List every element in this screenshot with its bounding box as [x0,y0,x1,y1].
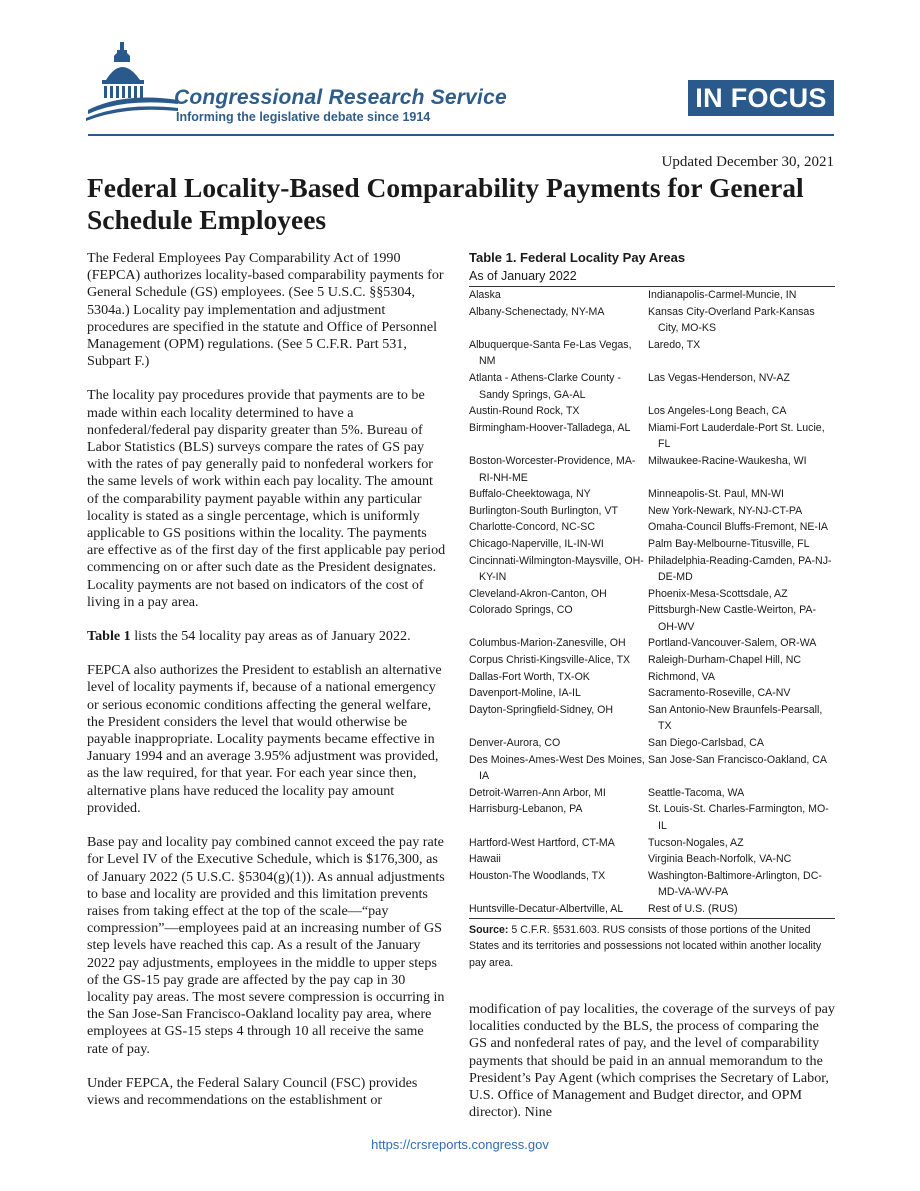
locality-cell-left [469,486,648,503]
locality-name: San Jose-San Francisco-Oakland, CA [648,753,827,766]
locality-name: Virginia Beach-Norfolk, VA-NC [648,853,792,866]
locality-name: Pittsburgh-New Castle-Weirton, PA-OH-WV [648,604,816,633]
table-row [469,685,835,702]
table-row [469,453,835,486]
table-subtitle: As of January 2022 [469,269,577,283]
table-row [469,403,835,420]
locality-cell-right [648,370,835,403]
locality-cell-right [648,403,835,420]
locality-name: Rest of U.S. (RUS) [648,902,738,915]
locality-cell-right [648,586,835,603]
locality-name: Palm Bay-Melbourne-Titusville, FL [648,537,810,550]
locality-cell-right [648,868,835,901]
table-row [469,304,835,337]
locality-name: San Diego-Carlsbad, CA [648,737,764,750]
paragraph-table-ref [87,628,447,645]
table-row [469,503,835,520]
locality-cell-right [648,851,835,868]
org-name: Congressional Research Service [174,86,507,109]
locality-name: San Antonio-New Braunfels-Pearsall, TX [648,703,823,733]
locality-name: Dayton-Springfield-Sidney, OH [469,703,614,716]
table-row [469,752,835,785]
left-column [87,250,447,1126]
source-text: 5 C.F.R. §531.603. RUS consists of those portions of the United States and its territories and possessions not located within another locality pay area. [469,923,822,969]
org-tagline: Informing the legislative debate since 1914 [176,110,431,124]
page-title: Federal Locality-Based Comparability Payments for General Schedule Employees [87,172,804,235]
locality-cell-right [648,453,835,486]
locality-name: Philadelphia-Reading-Camden, PA-NJ-DE-MD [648,554,832,584]
locality-name: Dallas-Fort Worth, TX-OK [469,670,590,683]
locality-cell-left [469,403,648,420]
locality-name: Colorado Springs, CO [469,604,573,617]
locality-name: Corpus Christi-Kingsville-Alice, TX [469,654,631,667]
table-row [469,785,835,802]
locality-cell-right [648,785,835,802]
paragraph-fsc-continued: modification of pay localities, the coverage of the surveys of pay localities conducted by the BLS, the process of comparing the GS and nonfederal rates of pay, and the level of comparability payments that should be paid in an annual memorandum to the President’s Pay Agent (which comprises the Secretary of Labor, U.S. Office of Management and Budget director, and OPM director). Nine [469,1001,835,1121]
locality-name: Davenport-Moline, IA-IL [469,687,581,700]
locality-cell-left [469,337,648,370]
locality-cell-right [648,503,835,520]
table-row [469,602,835,635]
table-row [469,370,835,403]
paragraph-alternative-plans: FEPCA also authorizes the President to establish an alternative level of locality payments if, because of a national emergency or serious economic conditions affecting the general welfare, the President considers the level that would otherwise be payable inappropriate. Locality payments became effective in January 1994 and an average 3.95% adjustment was provided, as the law required, for that year. For each year since then, alternative plans have reduced the locality pay amount provided. [87,662,442,816]
locality-name: Las Vegas-Henderson, NV-AZ [648,371,790,384]
paragraph-pay-compression: Base pay and locality pay combined cannot exceed the pay rate for Level IV of the Executive Schedule, which is $176,300, as of January 2022 (5 U.S.C. §5304(g)(1)). As annual adjustments to base and locality are provided and this limitation prevents raises from taking effect at the top of the scale—“pay compression”—employees paid at an increasing number of GS step levels have reached this cap. As a result of the January 2022 pay adjustments, employees in the middle to upper steps of the GS-15 pay grade are affected by the pay cap in 30 locality pay areas. The most severe compression is occurring in the San Jose-San Francisco-Oakland locality pay area, where employees at GS-15 steps 4 through 10 all receive the same rate of pay. [87,834,445,1057]
table-source [469,922,835,972]
locality-name: Los Angeles-Long Beach, CA [648,405,787,418]
source-label: Source: [469,923,509,936]
locality-name: Alaska [469,289,501,301]
locality-cell-right [648,420,835,453]
locality-name: Laredo, TX [648,338,701,351]
locality-name: Phoenix-Mesa-Scottsdale, AZ [648,587,788,600]
locality-name: Albany-Schenectady, NY-MA [469,305,605,318]
locality-cell-right [648,735,835,752]
in-focus-badge: IN FOCUS [688,80,834,116]
locality-cell-left [469,752,648,785]
locality-name: Minneapolis-St. Paul, MN-WI [648,488,784,501]
locality-cell-right [648,669,835,686]
locality-cell-right [648,536,835,553]
table-row [469,652,835,669]
locality-name: Sacramento-Roseville, CA-NV [648,687,791,700]
table-row [469,536,835,553]
locality-name: Tucson-Nogales, AZ [648,836,744,849]
locality-name: Seattle-Tacoma, WA [648,786,745,799]
table-row [469,420,835,453]
paragraph-fepca-intro: The Federal Employees Pay Comparability Act of 1990 (FEPCA) authorizes locality-based comparability payments for General Schedule (GS) employees. (See 5 U.S.C. §§5304, 5304a.) Locality pay implementation and adjustment procedures are specified in the statute and Office of Personnel Management (OPM) regulations. (See 5 C.F.R. Part 531, Subpart F.) [87,250,444,370]
locality-cell-left [469,669,648,686]
locality-name: Des Moines-Ames-West Des Moines, IA [469,753,645,783]
locality-cell-left [469,304,648,337]
table-row [469,702,835,735]
locality-name: Columbus-Marion-Zanesville, OH [469,637,626,650]
paragraph-locality-procedures: The locality pay procedures provide that payments are to be made within each locality determined to have a nonfederal/federal pay disparity greater than 5%. Bureau of Labor Statistics (BLS) surveys compare the rates of GS pay with the rates of pay generally paid to nonfederal workers for the same levels of work within each pay locality. The amount of the comparability payment payable within any particular locality is stated as a single percentage, which is uniformly applicable to GS positions within the locality. The payments are effective as of the first day of the first applicable pay period commencing on or after such date as the President designates. Locality payments are not based on indicators of the cost of living in a pay area. [87,387,446,610]
locality-name: Richmond, VA [648,670,715,683]
locality-name: Chicago-Naperville, IL-IN-WI [469,537,604,550]
locality-cell-left [469,685,648,702]
paragraph-fsc: Under FEPCA, the Federal Salary Council (FSC) provides views and recommendations on the establishment or [87,1074,418,1108]
locality-name: Denver-Aurora, CO [469,737,561,750]
locality-cell-left [469,702,648,735]
locality-cell-left [469,652,648,669]
locality-name: Kansas City-Overland Park-Kansas City, MO-KS [648,305,815,335]
locality-cell-right [648,685,835,702]
locality-name: Detroit-Warren-Ann Arbor, MI [469,786,606,799]
locality-name: New York-Newark, NY-NJ-CT-PA [648,504,803,517]
locality-name: Charlotte-Concord, NC-SC [469,521,595,534]
locality-cell-right [648,801,835,834]
locality-cell-left [469,503,648,520]
locality-name: Cincinnati-Wilmington-Maysville, OH-KY-IN [469,554,644,584]
locality-cell-left [469,370,648,403]
locality-cell-left [469,868,648,901]
locality-name: Milwaukee-Racine-Waukesha, WI [648,454,807,467]
updated-date: Updated December 30, 2021 [661,154,834,170]
locality-name: Huntsville-Decatur-Albertville, AL [469,902,624,915]
locality-cell-right [648,835,835,852]
locality-name: Cleveland-Akron-Canton, OH [469,587,607,600]
locality-name: Burlington-South Burlington, VT [469,504,618,517]
locality-cell-left [469,453,648,486]
locality-cell-right [648,304,835,337]
locality-name: Harrisburg-Lebanon, PA [469,803,583,816]
table-row [469,669,835,686]
locality-name: Hawaii [469,853,501,866]
table-row [469,868,835,901]
capitol-dome-logo-icon [84,40,180,122]
footer-url-link[interactable]: https://crsreports.congress.gov [371,1137,549,1152]
locality-name: Omaha-Council Bluffs-Fremont, NE-IA [648,521,828,534]
locality-cell-left [469,420,648,453]
locality-cell-right [648,519,835,536]
locality-cell-right [648,652,835,669]
table-row [469,586,835,603]
locality-cell-left [469,801,648,834]
locality-cell-left [469,287,648,304]
locality-name: Hartford-West Hartford, CT-MA [469,836,615,849]
locality-cell-left [469,536,648,553]
locality-cell-right [648,702,835,735]
locality-cell-left [469,851,648,868]
table-row [469,337,835,370]
locality-cell-right [648,337,835,370]
table-row [469,851,835,868]
locality-cell-right [648,752,835,785]
locality-cell-right [648,553,835,586]
locality-cell-left [469,602,648,635]
table-row [469,635,835,652]
locality-name: Atlanta - Athens-Clarke County - Sandy Springs, GA-AL [469,371,621,401]
locality-name: Raleigh-Durham-Chapel Hill, NC [648,654,802,667]
locality-cell-left [469,835,648,852]
table-ref-label: Table 1 [87,628,131,645]
locality-name: Indianapolis-Carmel-Muncie, IN [648,289,797,301]
locality-table [469,286,835,919]
table-row [469,287,835,304]
table-row [469,486,835,503]
table-title: Table 1. Federal Locality Pay Areas [469,250,686,265]
table-block [469,250,835,971]
page-header [0,0,920,140]
table-row [469,901,835,918]
locality-cell-left [469,785,648,802]
locality-cell-right [648,287,835,304]
locality-cell-left [469,553,648,586]
table-row [469,553,835,586]
locality-cell-left [469,735,648,752]
locality-name: Austin-Round Rock, TX [469,405,580,418]
locality-cell-left [469,635,648,652]
locality-name: Buffalo-Cheektowaga, NY [469,488,591,501]
table-row [469,519,835,536]
locality-cell-left [469,586,648,603]
header-rule [88,134,834,136]
locality-cell-left [469,519,648,536]
locality-cell-right [648,901,835,918]
locality-name: Washington-Baltimore-Arlington, DC-MD-VA-WV-PA [648,869,822,899]
locality-name: St. Louis-St. Charles-Farmington, MO-IL [648,803,829,832]
table-row [469,735,835,752]
table-ref-text: lists the 54 locality pay areas as of January 2022. [134,628,411,645]
locality-cell-right [648,486,835,503]
table-row [469,835,835,852]
locality-name: Boston-Worcester-Providence, MA-RI-NH-ME [469,454,636,484]
locality-cell-right [648,602,835,635]
locality-cell-left [469,901,648,918]
locality-name: Birmingham-Hoover-Talladega, AL [469,421,631,434]
locality-name: Albuquerque-Santa Fe-Las Vegas, NM [469,338,632,368]
locality-name: Houston-The Woodlands, TX [469,869,606,882]
locality-name: Portland-Vancouver-Salem, OR-WA [648,637,817,650]
locality-cell-right [648,635,835,652]
locality-name: Miami-Fort Lauderdale-Port St. Lucie, FL [648,421,825,451]
table-row [469,801,835,834]
